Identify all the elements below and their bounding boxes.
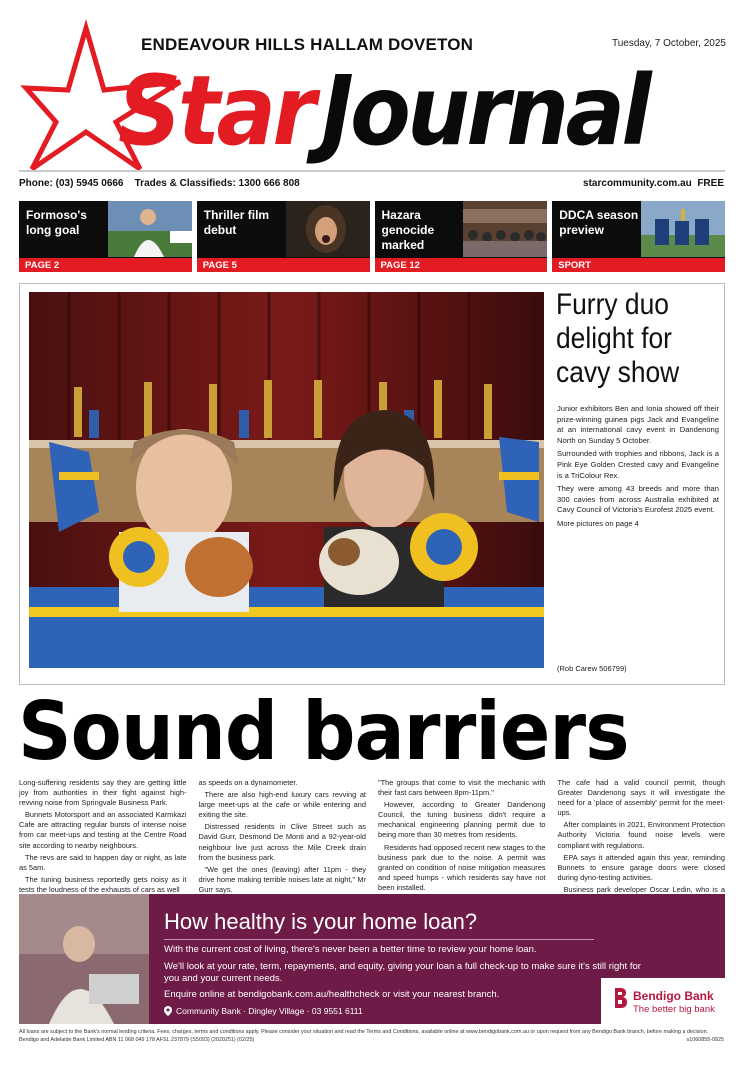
masthead [0,0,743,189]
teaser-image [108,201,192,257]
masthead-title-journal: Journal [321,55,649,167]
location-pin-icon [164,1006,172,1016]
story-paragraph: "We get the ones (leaving) after 11pm - they drive home making terrible noises late at night," Mr Gurr says. [198,864,366,894]
bank-tagline: The better big bank [633,1004,715,1015]
ad-branch-info [164,1006,363,1016]
main-headline: Sound barriers [18,685,629,778]
story-paragraph: EPA says it attended again this year, reminding Bunnets to ensure garage doors were closed during dyno-testing activities. [557,852,725,882]
lead-paragraph: Surrounded with trophies and ribbons, Jack is a Pink Eye Golden Crested cavy and Evangeline is a TriColour Rex. [557,449,719,480]
ad-photo [19,894,149,1024]
lead-paragraph: They were among 43 breeds and more than 300 cavies from across Australia exhibited at Cavy Council of Victoria's Eurofest 2025 event. [557,484,719,515]
bank-brand-name: Bendigo Bank [633,989,714,1003]
website-link[interactable]: starcommunity.com.au [583,178,692,189]
locality-banner: ENDEAVOUR HILLS HALLAM DOVETON [141,35,474,54]
story-paragraph: The tuning business reportedly gets noisy as it tests the loudness of the exhausts of cars as well [19,874,187,894]
ad-divider [164,939,594,940]
story-paragraph: There are also high-end luxury cars revving at large meet-ups at the cafe or while entering and exiting the site. [198,790,366,820]
story-paragraph: Distressed residents in Clive Street such as David Gurr, Desmond De Monti and a 92-year-old neighbour live just across the Mile Creek drain from the business park. [198,822,366,862]
ad-disclaimer: All loans are subject to the Bank's normal lending criteria. Fees, charges, terms and conditions apply. Please consider your situation and read the Terms and Conditions, available online at www.bendigobank.com.au or upon request from any Bendigo Bank branch, before making a decision. Bendigo and Adelaide Bank Limited ABN 11 068 049 178 AFSL 237879 (S5093) (2020251) (02/25) [19,1029,709,1043]
story-paragraph: However, according to Greater Dandenong Council, the tuning business didn't require a mechanical engineering planning permit due to being more than 30 metres from residents. [378,800,546,840]
teaser-card[interactable] [375,201,548,272]
teaser-image [286,201,370,257]
story-column [198,778,367,894]
story-paragraph: The cafe had a valid council permit, though Greater Dandenong says it will investigate the need for a 'place of assembly' permit for the meet-ups. [557,778,725,818]
teaser-image [463,201,547,257]
ad-code: s1060855-0925 [686,1037,724,1043]
story-column [557,778,726,894]
story-paragraph: as speeds on a dynamometer. [198,778,298,787]
teaser-title: Formoso's long goal [26,208,87,237]
price-label: FREE [697,178,724,189]
ad-line: We'll look at your rate, term, repayments, and equity, giving your loan a full check-up to make sure it's still right for you and your current needs. [164,961,641,984]
teaser-title: Thriller film debut [203,208,270,237]
story-paragraph: "The groups that come to visit the mechanic with their fast cars between 8pm-11pm." [378,778,546,798]
masthead-divider [19,170,725,172]
story-paragraph: Business park developer Oscar Ledin, who is a [563,884,725,894]
bank-advertisement[interactable] [19,894,725,1024]
teaser-card[interactable] [197,201,370,272]
story-paragraph: The revs are said to happen day or night, as late as 5am. [19,852,187,872]
story-column [19,778,187,894]
story-column [378,778,546,892]
lead-headline: Furry duo delight for cavy show [556,288,680,389]
lead-photo [29,292,544,668]
lead-story [19,283,725,685]
teaser-title: Hazara genocide marked [381,208,435,252]
ad-branch-text: Community Bank · Dingley Village · 03 9551 6111 [176,1006,363,1016]
teaser-strip [19,201,725,272]
site-line [583,178,724,189]
masthead-title [118,57,677,169]
ad-headline: How healthy is your home loan? [164,909,478,934]
contact-line [19,178,300,189]
lead-body [557,404,719,533]
story-paragraph: Bunnets Motorsport and an associated Karmkazi Cafe are attracting regular bursts of intense noise from car meet-ups and testing at the Centre Road site according to nearby neighbours. [19,810,187,850]
teaser-page: PAGE 2 [19,258,192,272]
ad-enquire-link[interactable]: Enquire online at bendigobank.com.au/healthcheck or visit your nearest branch. [164,989,500,1000]
bank-logo [601,978,725,1024]
lead-paragraph: Junior exhibitors Ben and Ionia showed off their prize-winning guinea pigs Jack and Evangeline at an international cavy event in Dandenong North on Sunday 5 October. [557,404,719,445]
masthead-title-star: Star [118,55,313,167]
teaser-title: DDCA season preview [559,208,639,237]
teaser-image [641,201,725,257]
story-paragraph: Residents had opposed recent new stages to the business park due to the noise. A permit was granted on condition of noise mitigation measures and speed humps - which residents say have not been installed. [378,842,546,892]
phone-number: Phone: (03) 5945 0666 [19,178,124,189]
bendigo-bank-logo-icon [613,988,627,1008]
teaser-page: PAGE 5 [197,258,370,272]
classifieds-number: Trades & Classifieds: 1300 666 808 [134,178,300,189]
story-columns [19,778,725,894]
story-paragraph: After complaints in 2021, Environment Protection Authority Victoria found noise levels were compliant with regulations. [557,820,725,850]
more-pictures-link[interactable]: More pictures on page 4 [557,518,639,528]
photo-credit: (Rob Carew 506799) [557,664,627,673]
teaser-card[interactable] [19,201,192,272]
teaser-page: PAGE 12 [375,258,548,272]
story-paragraph: Long-suffering residents say they are getting little joy from authorities in their fight against high-revving noise from Springvale Business Park. [19,778,187,808]
teaser-page: SPORT [552,258,725,272]
ad-line: With the current cost of living, there's never been a better time to review your home loan. [164,944,537,955]
publication-date: Tuesday, 7 October, 2025 [612,38,726,49]
teaser-card[interactable] [552,201,725,272]
